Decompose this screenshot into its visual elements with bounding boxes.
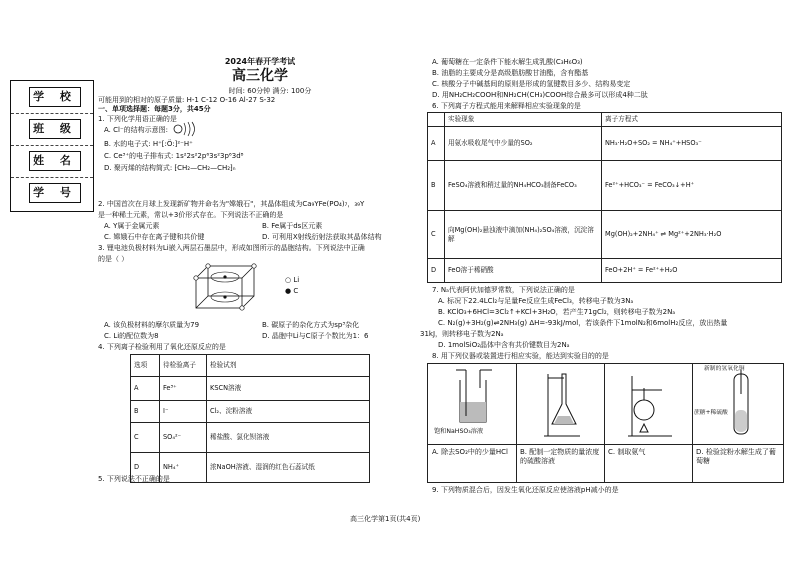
q5-option-b: B. 油脂的主要成分是高级脂肪酸甘油酯，含有酯基	[432, 69, 589, 77]
school-label: 学 校	[29, 87, 81, 107]
option-b-caption: B. 配制一定物质的量浓度的硫酸溶液	[520, 448, 600, 465]
table-cell: B	[131, 401, 160, 423]
q7-option-a: A. 标况下22.4LCl₂与足量Fe反应生成FeCl₃，转移电子数为3Nₐ	[438, 297, 634, 305]
option-c-caption: C. 制取氨气	[608, 448, 646, 456]
table-header: 实验现象	[445, 113, 602, 127]
legend-c: ● C	[285, 287, 299, 295]
table-cell: NH₄⁺	[160, 453, 207, 483]
question-2: 2. 中国首次在月球上发现新矿物并命名为"嫦娥石"，其晶体组成为Ca₉YFe(PO₄)₇，₃₉Y	[98, 200, 365, 208]
q5-option-a: A. 葡萄糖在一定条件下能水解生成乳酸(C₃H₆O₃)	[432, 58, 583, 66]
q1-option-c: C. Ce³⁺的电子排布式: 1s²2s²2p⁶3s²3p⁶3d⁸	[104, 152, 244, 160]
q7-option-c-cont: 31kJ，则转移电子数为2Nₐ	[420, 330, 504, 338]
name-label: 姓 名	[29, 151, 81, 171]
table-cell: C	[428, 211, 445, 259]
legend-li: ○ Li	[285, 276, 300, 284]
atomic-masses: 可能用到的相对的原子质量: H-1 C-12 O-16 Al-27 S-32	[98, 96, 276, 104]
table-cell: 用氨水吸收尾气中少量的SO₂	[445, 127, 602, 161]
option-a-caption: A. 除去SO₂中的少量HCl	[432, 448, 508, 456]
divider	[428, 444, 783, 445]
fig-a-label: 饱和NaHSO₃溶液	[434, 428, 484, 435]
question-1: 1. 下列化学用语正确的是	[98, 115, 177, 123]
question-9: 9. 下列物质混合后，因发生氧化还原反应使溶液pH减小的是	[432, 486, 619, 494]
section-title: 一、单项选择题：每题3分，共45分	[98, 105, 211, 113]
table-cell: B	[428, 161, 445, 211]
table-cell: Fe²⁺+HCO₃⁻ = FeCO₃↓+H⁺	[602, 161, 782, 211]
question-3-cont: 的是（ ）	[98, 255, 129, 263]
q5-option-d: D. 用NH₂CH₂COOH和NH₂CH(CH₃)COOH综合最多可以形成4种二肽	[432, 91, 648, 99]
q7-option-c: C. N₂(g)+3H₂(g)⇌2NH₃(g) ΔH=-93kJ/mol，若该条件下1molN₂和6molH₂反应，放出热量	[438, 319, 728, 327]
table-cell: A	[131, 377, 160, 401]
question-3: 3. 锂电池负极材料为Li嵌入两层石墨层中，形成如图所示的晶胞结构。下列说法中正确	[98, 244, 365, 252]
table-cell: I⁻	[160, 401, 207, 423]
flask-heating-icon	[622, 368, 678, 438]
question-8: 8. 用下列仪器或装置进行相应实验，能达到实验目的的是	[432, 352, 609, 360]
atom-structure-diagram	[172, 121, 198, 137]
divider	[604, 364, 605, 482]
table-cell: NH₃·H₂O+SO₂ = NH₄⁺+HSO₃⁻	[602, 127, 782, 161]
table-cell: C	[131, 423, 160, 453]
apparatus-figure	[427, 363, 784, 483]
table-cell: D	[428, 259, 445, 283]
q1-option-a: A. Cl⁻的结构示意图:	[104, 126, 169, 134]
exam-title: 2024年春开学考试	[224, 57, 296, 66]
question-2-cont: 是一种稀土元素，常以+3价形式存在。下列说法不正确的是	[98, 211, 284, 219]
subject-title: 高三化学	[232, 68, 288, 84]
fig-d-top-label: 新制的氢氧化铜	[704, 366, 745, 372]
divider	[11, 177, 93, 178]
table-cell: A	[428, 127, 445, 161]
table-cell: FeO+2H⁺ = Fe²⁺+H₂O	[602, 259, 782, 283]
table-cell: D	[131, 453, 160, 483]
volumetric-flask-icon	[534, 368, 590, 438]
q3-option-b: B. 碳原子的杂化方式为sp³杂化	[262, 321, 360, 329]
table-cell: 稀盐酸、氯化钡溶液	[207, 423, 370, 453]
table-cell: KSCN溶液	[207, 377, 370, 401]
crystal-cell-diagram	[190, 262, 270, 314]
q2-option-d: D. 可利用X射线衍射法获取其晶体结构	[262, 233, 382, 241]
question-5: 5. 下列说法不正确的是	[98, 475, 170, 483]
table-header: 选项	[131, 355, 160, 377]
table-header: 检验试剂	[207, 355, 370, 377]
option-d-caption: D. 检验淀粉水解生成了葡萄糖	[696, 448, 776, 465]
test-tube-icon	[718, 370, 768, 440]
table-cell: SO₄²⁻	[160, 423, 207, 453]
id-label: 学 号	[29, 183, 81, 203]
ion-test-table	[130, 354, 370, 483]
q3-option-d: D. 晶胞中Li与C原子个数比为1：6	[262, 332, 369, 340]
student-info-box	[10, 80, 94, 212]
table-header: 离子方程式	[602, 113, 782, 127]
q7-option-d: D. 1molSiO₂晶体中含有共价键数目为2Nₐ	[438, 341, 570, 349]
divider	[692, 364, 693, 482]
question-6: 6. 下列离子方程式能用来解释相应实验现象的是	[432, 102, 581, 110]
q5-option-c: C. 核酸分子中碱基间的原则是形成的氢键数目多少、结构易变定	[432, 80, 631, 88]
q2-option-c: C. 嫦娥石中存在离子键和共价键	[104, 233, 205, 241]
table-cell: FeSO₄溶液和稍过量的NH₄HCO₃制备FeCO₃	[445, 161, 602, 211]
q1-option-d: D. 聚丙烯的结构简式: ⁅CH₂—CH₂—CH₂⁆ₙ	[104, 164, 236, 172]
divider	[516, 364, 517, 482]
q2-option-a: A. Y属于金属元素	[104, 222, 160, 230]
q7-option-b: B. KClO₃+6HCl=3Cl₂↑+KCl+3H₂O，若产生71gCl₂，则转移电子数为2Nₐ	[438, 308, 676, 316]
table-cell: Cl₂、淀粉溶液	[207, 401, 370, 423]
reaction-table	[427, 112, 782, 283]
question-4: 4. 下列离子检验利用了氧化还原反应的是	[98, 343, 226, 351]
gas-washing-bottle-icon	[446, 368, 498, 426]
table-cell: FeO溶于稀硝酸	[445, 259, 602, 283]
page-footer: 高三化学第1页(共4页)	[350, 515, 421, 523]
table-cell: Fe³⁺	[160, 377, 207, 401]
exam-meta: 时间: 60分钟 满分: 100分	[228, 87, 312, 95]
divider	[11, 113, 93, 114]
q2-option-b: B. Fe属于ds区元素	[262, 222, 323, 230]
table-header	[428, 113, 445, 127]
table-header: 待检验离子	[160, 355, 207, 377]
q3-option-c: C. Li的配位数为8	[104, 332, 159, 340]
fig-d-mid-label: 蔗糖+稀硫酸	[694, 410, 728, 416]
class-label: 班 级	[29, 119, 81, 139]
q1-option-b: B. 水的电子式: H⁺[:Ö:]²⁻H⁺	[104, 140, 193, 148]
table-cell: Mg(OH)₂+2NH₄⁺ ⇌ Mg²⁺+2NH₃·H₂O	[602, 211, 782, 259]
q3-option-a: A. 该负极材料的摩尔质量为79	[104, 321, 200, 329]
table-cell: 浓NaOH溶液、湿润的红色石蕊试纸	[207, 453, 370, 483]
table-cell: 向Mg(OH)₂悬浊液中滴加(NH₄)₂SO₄溶液，沉淀溶解	[445, 211, 602, 259]
divider	[11, 145, 93, 146]
question-7: 7. Nₐ代表阿伏加德罗常数，下列说法正确的是	[432, 286, 575, 294]
